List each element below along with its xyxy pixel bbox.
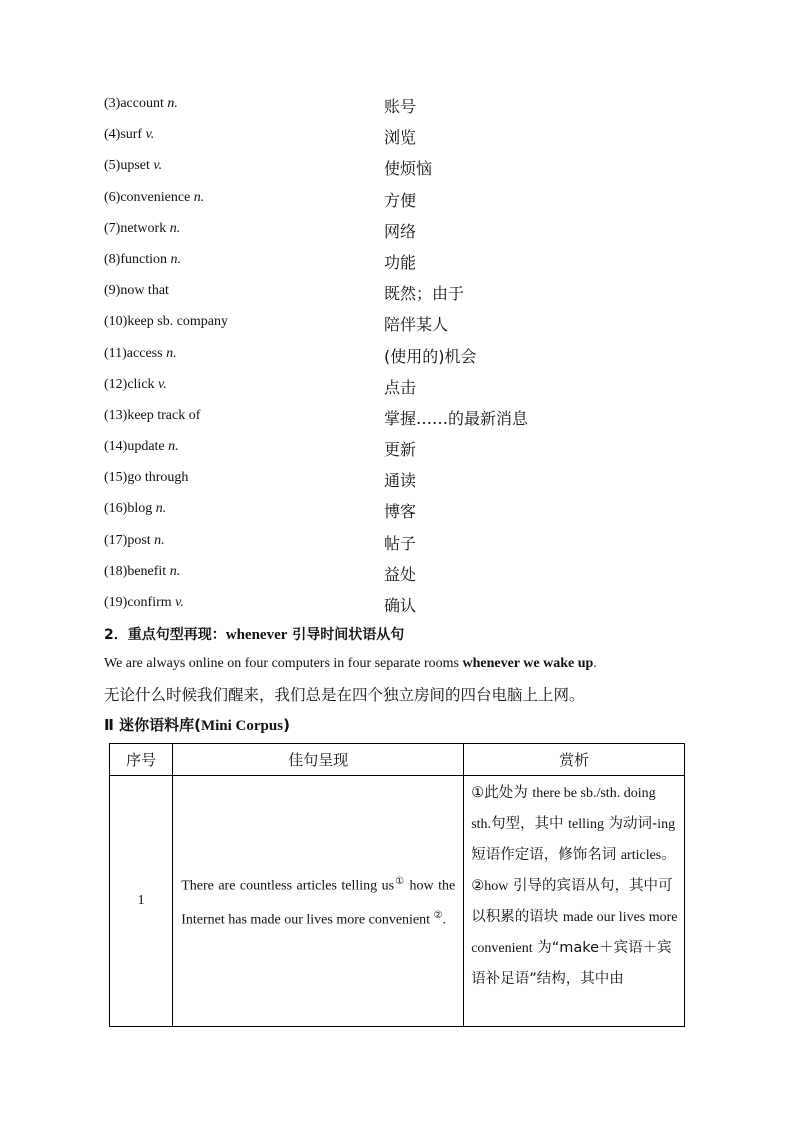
example-en-end: . [593,656,597,671]
analysis-l: made our lives more convenient [471,910,678,956]
vocab-term-text: (13)keep track of [104,407,201,423]
vocab-part-of-speech: n. [155,501,167,517]
vocab-row [104,94,704,125]
analysis-a: ①此处为 [471,785,533,801]
vocab-term-text: (7)network [104,220,167,236]
vocab-meaning: 浏览 [384,128,417,148]
vocab-part-of-speech: n. [169,220,181,236]
vocab-term-text: (14)update [104,439,165,455]
vocab-term [104,190,204,206]
vocab-meaning: 陪伴某人 [384,315,449,335]
row-number: 1 [110,776,173,1027]
sentence-part-2: how the Internet has made our lives more convenient [181,879,456,928]
vocab-term [104,564,180,580]
vocab-meaning: 功能 [384,252,417,272]
vocab-row [104,156,704,187]
sentence-mark-2: ② [433,910,443,921]
vocab-term [104,96,178,112]
row-analysis [464,776,685,1027]
vocab-part-of-speech: v. [153,158,163,174]
vocab-term [104,346,177,362]
vocab-term [104,501,166,517]
vocab-term-text: (4)surf [104,127,143,143]
vocab-term-text: (17)post [104,532,151,548]
example-en-start: We are always online on four computers in four separate rooms [104,656,463,671]
vocab-meaning: 掌握……的最新消息 [384,408,529,428]
vocab-term [104,377,167,393]
vocab-term-text: (6)convenience [104,189,191,205]
vocab-row [104,125,704,156]
section-3-heading [104,714,290,735]
section-3-title-en: Mini Corpus [200,718,284,734]
section-2-keyword: whenever [225,627,288,643]
vocab-term [104,252,181,268]
vocab-term [104,439,179,455]
vocab-term [104,221,180,237]
vocab-part-of-speech: n. [170,251,181,267]
vocab-term [104,283,169,299]
section-3-prefix: Ⅱ 迷你语料库( [104,716,201,734]
table-header-row [110,744,685,776]
vocab-term [104,595,184,611]
vocab-row [104,375,704,406]
vocab-meaning: 通读 [384,471,417,491]
vocab-meaning: 账号 [384,97,417,116]
vocab-meaning: 网络 [384,221,417,241]
example-sentence-zh: 无论什么时候我们醒来，我们总是在四个独立房间的四台电脑上上网。 [104,686,585,704]
vocab-meaning: 益处 [384,564,417,584]
vocab-term [104,470,188,486]
vocab-term-text: (16)blog [104,501,153,517]
vocab-term [104,158,162,174]
vocab-row [104,468,704,499]
vocab-row [104,281,704,312]
vocab-row [104,344,704,375]
vocab-meaning: 既然；由于 [384,284,465,304]
analysis-m: 为“make＋宾语＋宾语补足语”结构，其中由 [471,940,672,987]
section-2-suffix: 引导时间状语从句 [287,627,405,643]
section-2-heading [104,624,404,644]
vocab-term-text: (12)click [104,376,155,392]
analysis-c: 句型，其中 [491,816,569,832]
vocab-term-text: (19)confirm [104,595,172,610]
mini-corpus-table [109,743,685,1027]
vocab-term-text: (3)account [104,96,164,111]
vocab-meaning: 点击 [384,377,417,397]
vocab-term-text: (18)benefit [104,563,167,579]
vocab-meaning: 方便 [384,190,417,210]
vocab-part-of-speech: n. [167,96,178,111]
vocab-term [104,314,228,330]
vocab-term-text: (11)access [104,345,163,361]
vocab-row [104,593,704,624]
vocab-term-text: (9)now that [104,283,169,299]
analysis-h: articles [620,848,662,863]
example-sentence-en [104,656,597,672]
analysis-g: 短语作定语，修饰名词 [471,847,621,863]
row-sentence [173,776,464,1027]
analysis-j: how [484,879,509,894]
vocabulary-list [104,94,704,624]
vocab-row [104,437,704,468]
analysis-e: 为动词- [603,816,658,832]
vocab-meaning: 更新 [384,440,417,460]
vocab-row [104,188,704,219]
vocab-meaning: 帖子 [384,533,417,553]
vocab-term [104,533,165,549]
vocab-row [104,312,704,343]
vocab-term-text: (5)upset [104,158,150,174]
vocab-row [104,562,704,593]
vocab-term-text: (15)go through [104,470,189,486]
vocab-row [104,406,704,437]
vocab-term-text: (8)function [104,251,167,267]
vocab-row [104,250,704,281]
sentence-end: . [442,912,446,928]
analysis-f: ing [657,817,676,832]
section-3-suffix: ) [283,716,290,734]
vocab-row [104,531,704,562]
section-2-prefix: 2．重点句型再现： [104,627,226,643]
vocab-part-of-speech: n. [168,439,179,455]
header-sentence: 佳句呈现 [173,744,464,776]
vocab-row [104,499,704,530]
vocab-meaning: 确认 [384,596,417,615]
vocab-term-text: (10)keep sb. company [104,314,229,330]
vocab-meaning: 博客 [384,502,417,522]
vocab-part-of-speech: n. [169,563,181,579]
analysis-b: there be sb./sth. doing sth. [471,786,656,832]
vocab-part-of-speech: n. [154,532,165,548]
vocab-part-of-speech: n. [193,189,205,205]
vocab-part-of-speech: v. [145,127,155,143]
vocab-part-of-speech: v. [158,376,167,392]
vocab-term [104,408,200,424]
vocab-part-of-speech: n. [166,345,177,361]
example-en-bold: whenever we wake up [462,656,594,671]
table-row [110,776,685,1027]
vocab-term [104,127,154,143]
vocab-row [104,219,704,250]
analysis-d: telling [568,817,604,832]
vocab-meaning: (使用的)机会 [384,346,477,366]
vocab-meaning: 使烦恼 [384,159,433,179]
header-analysis: 赏析 [464,744,685,776]
vocab-part-of-speech: v. [175,595,184,610]
sentence-mark-1: ① [394,876,406,888]
header-number: 序号 [110,744,173,776]
analysis-i: 。② [471,847,676,894]
sentence-part-1: There are countless articles telling us [181,879,395,894]
analysis-k: 引导的宾语从句，其中可以积累的语块 [471,878,673,925]
